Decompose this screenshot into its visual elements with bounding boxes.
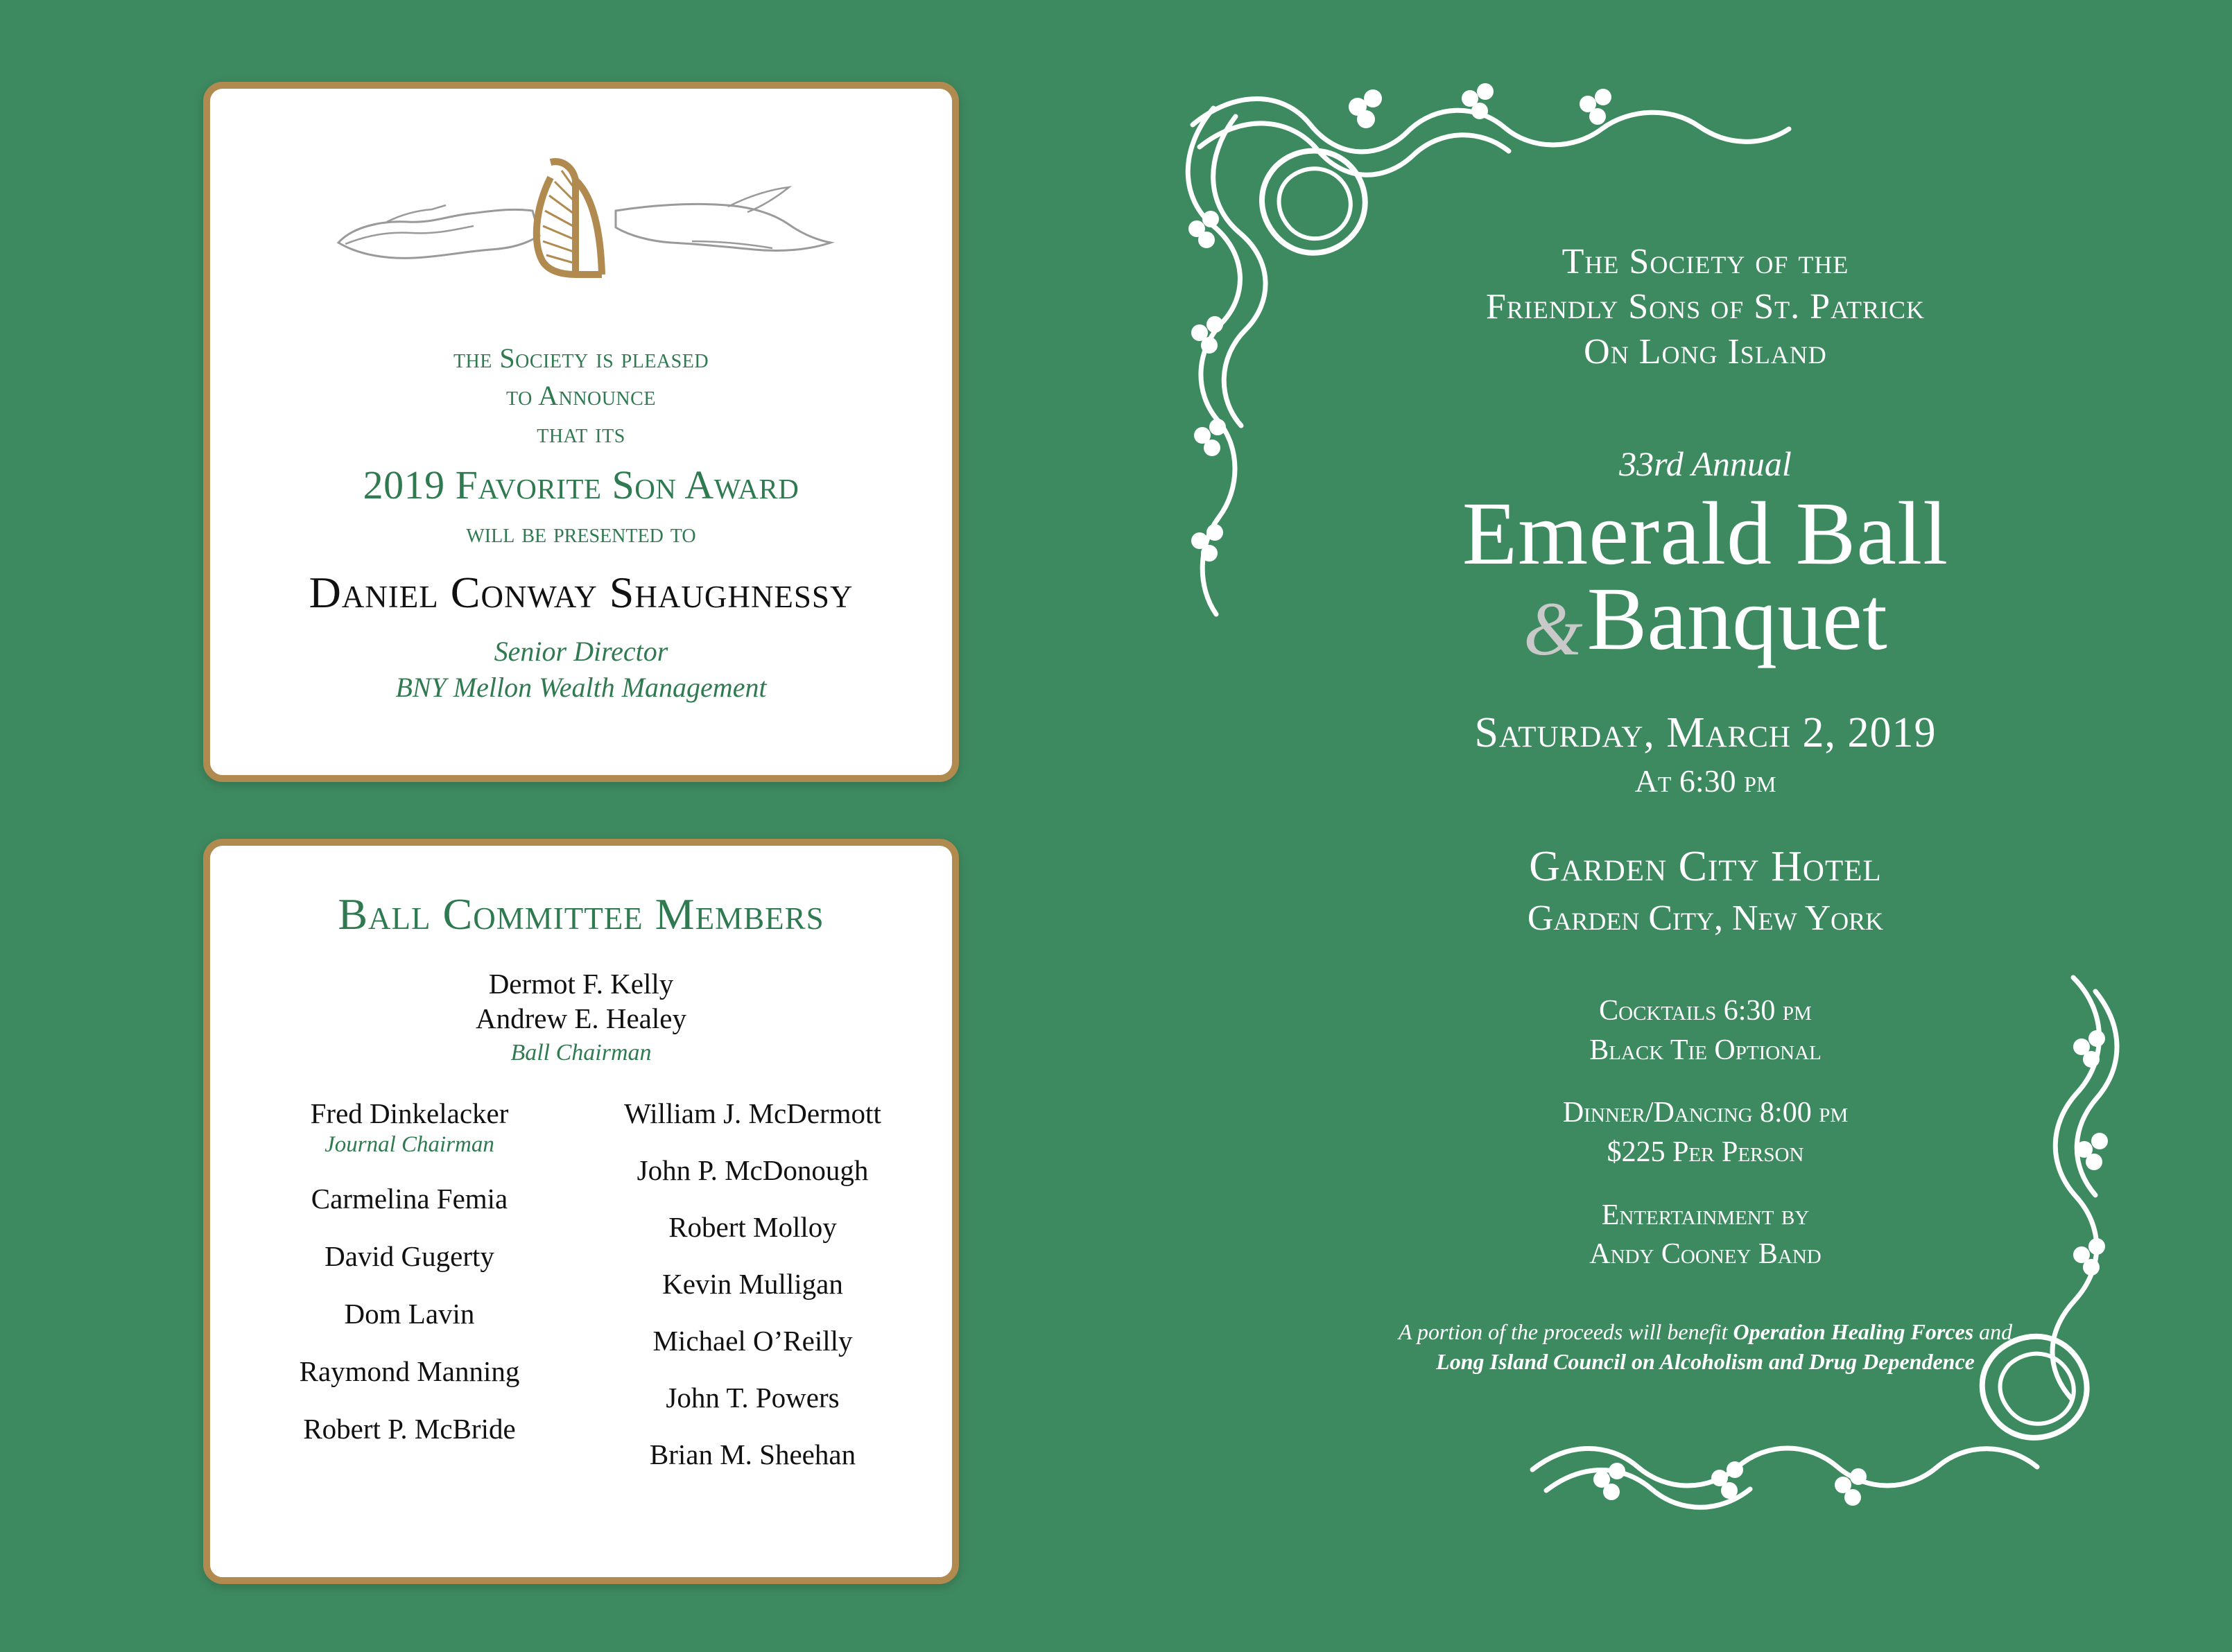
list-item: Dom Lavin bbox=[344, 1298, 475, 1330]
committee-members bbox=[238, 1098, 924, 1497]
committee-card bbox=[203, 839, 959, 1584]
event-date: Saturday, March 2, 2019 bbox=[1474, 709, 1937, 756]
member-role: Journal Chairman bbox=[325, 1131, 494, 1157]
event-title-line-1: Emerald Ball bbox=[1462, 484, 1949, 584]
venue-city: Garden City, New York bbox=[1527, 898, 1884, 938]
list-item: Kevin Mulligan bbox=[662, 1267, 843, 1300]
long-island-harp-logo bbox=[304, 139, 858, 298]
list-item: Carmelina Femia bbox=[311, 1182, 508, 1215]
annual-label: 33rd Annual bbox=[1619, 444, 1792, 483]
dress-code: Black Tie Optional bbox=[1589, 1034, 1822, 1066]
announce-line-2: to Announce bbox=[506, 380, 656, 411]
organization-title bbox=[1179, 239, 2232, 374]
members-column-right bbox=[581, 1098, 924, 1497]
benefit-org-1: Operation Healing Forces bbox=[1733, 1319, 1974, 1344]
ticket-price: $225 Per Person bbox=[1607, 1136, 1804, 1169]
presented-to-label: will be presented to bbox=[466, 517, 696, 548]
cocktails-group bbox=[1179, 991, 2232, 1070]
beneficiary-note bbox=[1269, 1317, 2142, 1377]
announce-line-1: the Society is pleased bbox=[453, 342, 709, 374]
benefit-suffix: and bbox=[1973, 1319, 2013, 1344]
list-item: Brian M. Sheehan bbox=[649, 1438, 856, 1471]
chairmen-block bbox=[238, 966, 924, 1068]
committee-title: Ball Committee Members bbox=[338, 889, 824, 939]
event-time: At 6:30 pm bbox=[1634, 763, 1776, 799]
award-name: 2019 Favorite Son Award bbox=[363, 462, 799, 507]
chairman-2: Andrew E. Healey bbox=[476, 1002, 686, 1035]
invitation-column bbox=[1179, 0, 2232, 1652]
member-name: Fred Dinkelacker bbox=[310, 1097, 509, 1129]
list-item: Robert Molloy bbox=[668, 1210, 837, 1243]
entertainment-label: Entertainment by bbox=[1601, 1199, 1810, 1231]
list-item bbox=[238, 1098, 581, 1157]
benefit-org-2: Long Island Council on Alcoholism and Drug Dependence bbox=[1436, 1349, 1975, 1375]
honoree-name: Daniel Conway Shaughnessy bbox=[309, 568, 854, 617]
announcement-block bbox=[238, 340, 924, 549]
list-item: Michael O’Reilly bbox=[652, 1324, 853, 1357]
list-item: William J. McDermott bbox=[624, 1097, 881, 1129]
cocktails-time: Cocktails 6:30 pm bbox=[1599, 995, 1812, 1027]
award-card bbox=[203, 82, 959, 782]
dinner-time: Dinner/Dancing 8:00 pm bbox=[1562, 1097, 1849, 1129]
org-line-3: On Long Island bbox=[1584, 332, 1827, 372]
event-title-line-2: Banquet bbox=[1586, 569, 1887, 669]
entertainment-group bbox=[1179, 1196, 2232, 1274]
list-item: David Gugerty bbox=[325, 1240, 494, 1272]
announce-line-3: that its bbox=[537, 417, 625, 449]
org-line-1: The Society of the bbox=[1561, 242, 1849, 281]
ampersand: & bbox=[1523, 586, 1583, 671]
chairman-1: Dermot F. Kelly bbox=[488, 968, 674, 1000]
event-title-line-2-row bbox=[1179, 569, 2232, 671]
list-item: John P. McDonough bbox=[637, 1154, 869, 1186]
list-item: John T. Powers bbox=[666, 1381, 840, 1414]
list-item: Robert P. McBride bbox=[303, 1413, 516, 1445]
list-item: Raymond Manning bbox=[299, 1355, 520, 1388]
event-details bbox=[1179, 991, 2232, 1298]
benefit-prefix: A portion of the proceeds will benefit bbox=[1398, 1319, 1733, 1344]
venue-name: Garden City Hotel bbox=[1529, 843, 1882, 890]
left-column bbox=[203, 82, 959, 1584]
org-line-2: Friendly Sons of St. Patrick bbox=[1485, 287, 1926, 327]
entertainment-act: Andy Cooney Band bbox=[1589, 1238, 1822, 1271]
dinner-group bbox=[1179, 1093, 2232, 1172]
members-column-left bbox=[238, 1098, 581, 1497]
honoree-title: Senior Director bbox=[494, 636, 668, 667]
honoree-company: BNY Mellon Wealth Management bbox=[395, 672, 767, 703]
chairman-role: Ball Chairman bbox=[510, 1040, 652, 1066]
